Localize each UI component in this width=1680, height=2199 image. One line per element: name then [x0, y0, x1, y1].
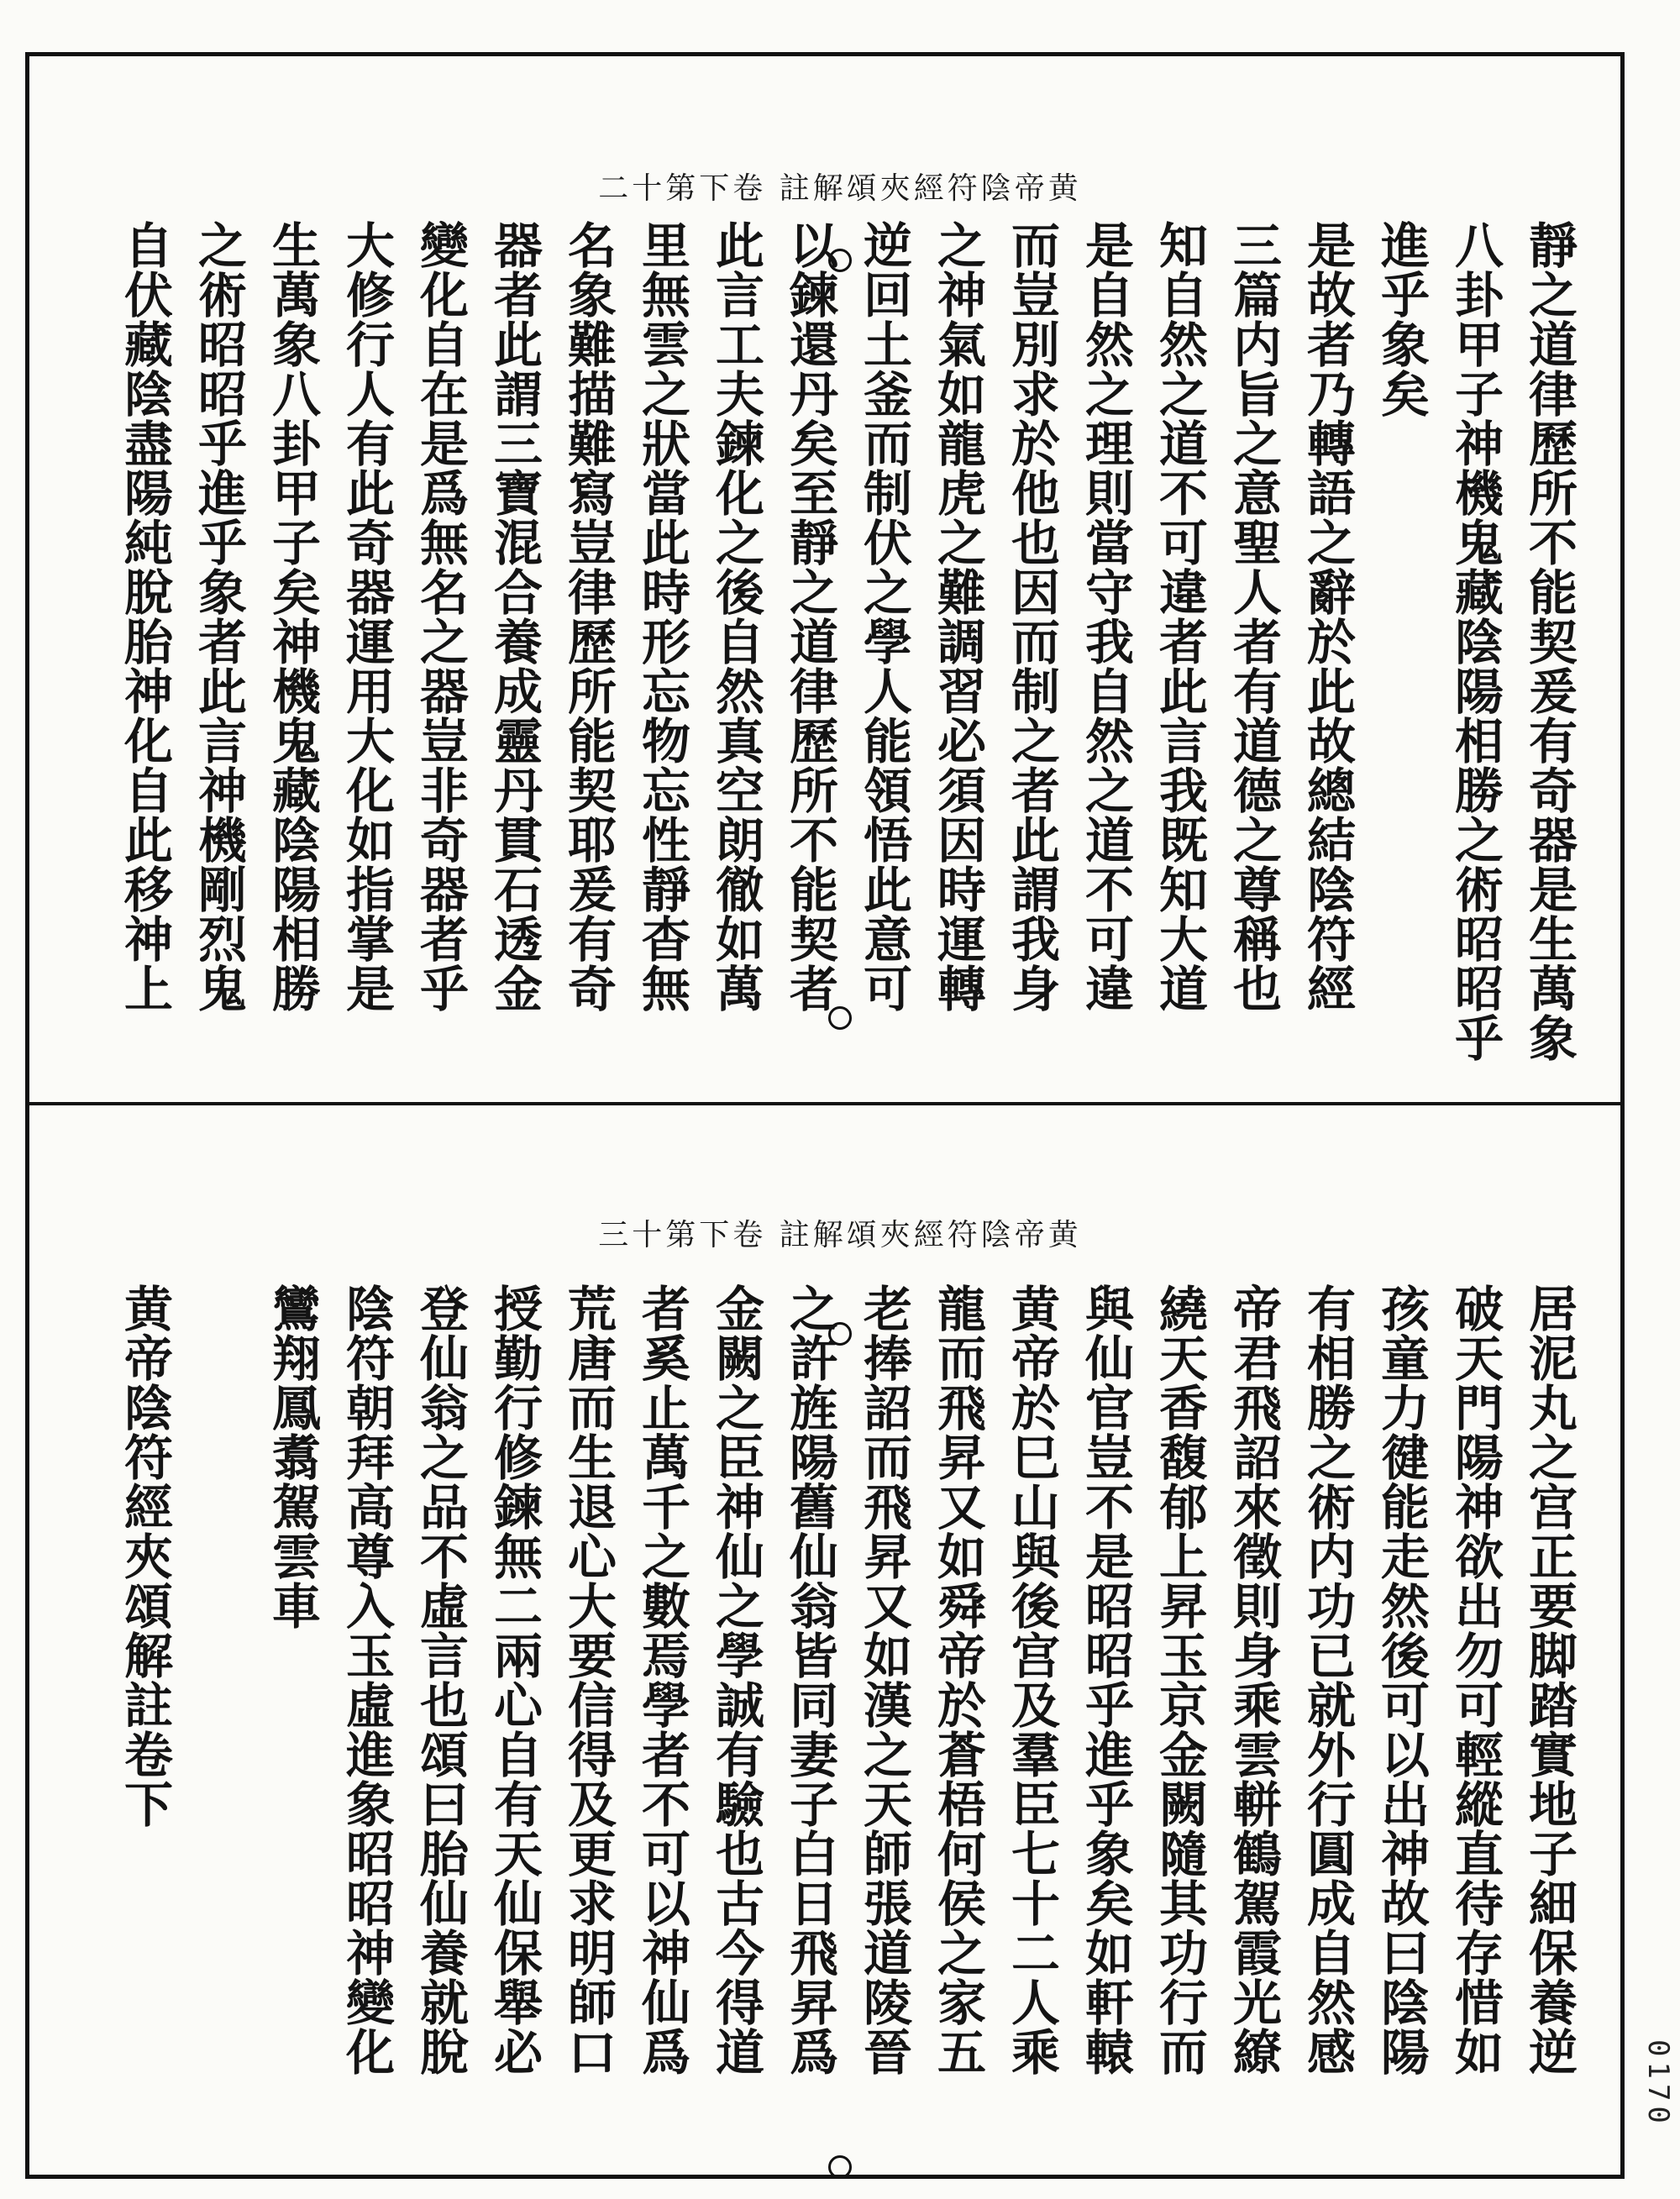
text-column: 靜之道律歷所不能契爰有奇器是生萬象 — [1520, 220, 1578, 1063]
text-column: 而豈別求於他也因而制之者此謂我身 — [1003, 220, 1060, 1013]
text-column: 破天門陽神欲出勿可輕縱直待存惜如 — [1446, 1283, 1504, 2076]
text-column: 居泥丸之宫正要脚踏實地子細保養逆 — [1520, 1283, 1578, 2076]
text-column: 名象難描難寫豈律歷所能契耶爰有奇 — [559, 220, 617, 1013]
text-column: 陰符朝拜高尊入玉虛進象昭昭神變化 — [338, 1283, 395, 2076]
text-column: 八卦甲子神機鬼藏陰陽相勝之術昭昭乎 — [1446, 220, 1504, 1063]
text-column: 孩童力徤能走然後可以出神故曰陰陽 — [1373, 1283, 1430, 2076]
text-column: 大修行人有此奇器運用大化如指掌是 — [338, 220, 395, 1013]
text-column: 黄帝於巳山與後宫及羣臣七十二人乘 — [1003, 1283, 1060, 2076]
text-column: 鸞翔鳳翥駕雲車 — [264, 1283, 321, 1630]
text-column: 知自然之道不可違者此言我既知大道 — [1151, 220, 1208, 1013]
text-column: 授勤行修鍊無二兩心自有天仙保舉必 — [486, 1283, 543, 2076]
top-page-header-text: 黄帝陰符經夾頌解註 卷下第十二 — [598, 171, 1082, 206]
bottom-page-text — [108, 1283, 1586, 2182]
text-column: 有相勝之術内功已就外行圓成自然感 — [1299, 1283, 1356, 2076]
text-column: 三篇内旨之意聖人者有道德之尊稱也 — [1225, 220, 1282, 1013]
text-column: 龍而飛昇又如舜帝於蒼梧何侯之家五 — [929, 1283, 986, 2076]
text-column: 者奚止萬千之數焉學者不可以神仙爲 — [633, 1283, 690, 2076]
text-column: 荒唐而生退心大要信得及更求明師口 — [559, 1283, 617, 2076]
text-column: 之術昭昭乎進乎象者此言神機剛烈鬼 — [190, 220, 247, 1013]
page-number: 0170 — [1641, 2039, 1675, 2128]
text-column: 生萬象八卦甲子矣神機鬼藏陰陽相勝 — [264, 220, 321, 1013]
bottom-page-header — [0, 1211, 1680, 1254]
bottom-page-header-text: 黄帝陰符經夾頌解註 卷下第十三 — [598, 1218, 1082, 1252]
text-column: 繞天香馥郁上昇玉京金闕隨其功行而 — [1151, 1283, 1208, 2076]
top-page-header — [0, 165, 1680, 207]
text-column: 帝君飛詔來徵則身乘雲軿鶴駕霞光繚 — [1225, 1283, 1282, 2076]
text-column: 登仙翁之品不虛言也頌曰胎仙養就脫 — [412, 1283, 469, 2076]
text-column: 之許旌陽舊仙翁皆同妻子白日飛昇爲 — [781, 1283, 838, 2076]
title-column: 黄帝陰符經夾頌解註卷下 — [116, 1283, 173, 1829]
text-column: 逆回土釜而制伏之學人能領悟此意可 — [855, 220, 912, 1013]
text-column: 以鍊還丹矣至靜之道律歷所不能契者 — [781, 220, 838, 1013]
text-column: 此言工夫鍊化之後自然真空朗徹如萬 — [707, 220, 764, 1013]
bottom-page — [0, 1102, 1680, 2199]
text-column: 老捧詔而飛昇又如漢之天師張道陵晉 — [855, 1283, 912, 2076]
text-column: 金闕之臣神仙之學誠有驗也古今得道 — [707, 1283, 764, 2076]
top-page-text — [108, 220, 1586, 1068]
text-column: 器者此謂三寶混合養成靈丹貫石透金 — [486, 220, 543, 1013]
text-column: 進乎象矣 — [1373, 220, 1430, 418]
text-column: 變化自在是爲無名之器豈非奇器者乎 — [412, 220, 469, 1013]
text-column: 之神氣如龍虎之難調習必須因時運轉 — [929, 220, 986, 1013]
text-column: 自伏藏陰盡陽純脫胎神化自此移神上 — [116, 220, 173, 1013]
text-column: 里無雲之狀當此時形忘物忘性靜杳無 — [633, 220, 690, 1013]
text-column: 與仙官豈不是昭昭乎進乎象矣如軒轅 — [1077, 1283, 1134, 2076]
text-column: 是自然之理則當守我自然之道不可違 — [1077, 220, 1134, 1013]
text-column — [181, 1283, 255, 2182]
text-column: 是故者乃轉語之辭於此故總結陰符經 — [1299, 220, 1356, 1013]
